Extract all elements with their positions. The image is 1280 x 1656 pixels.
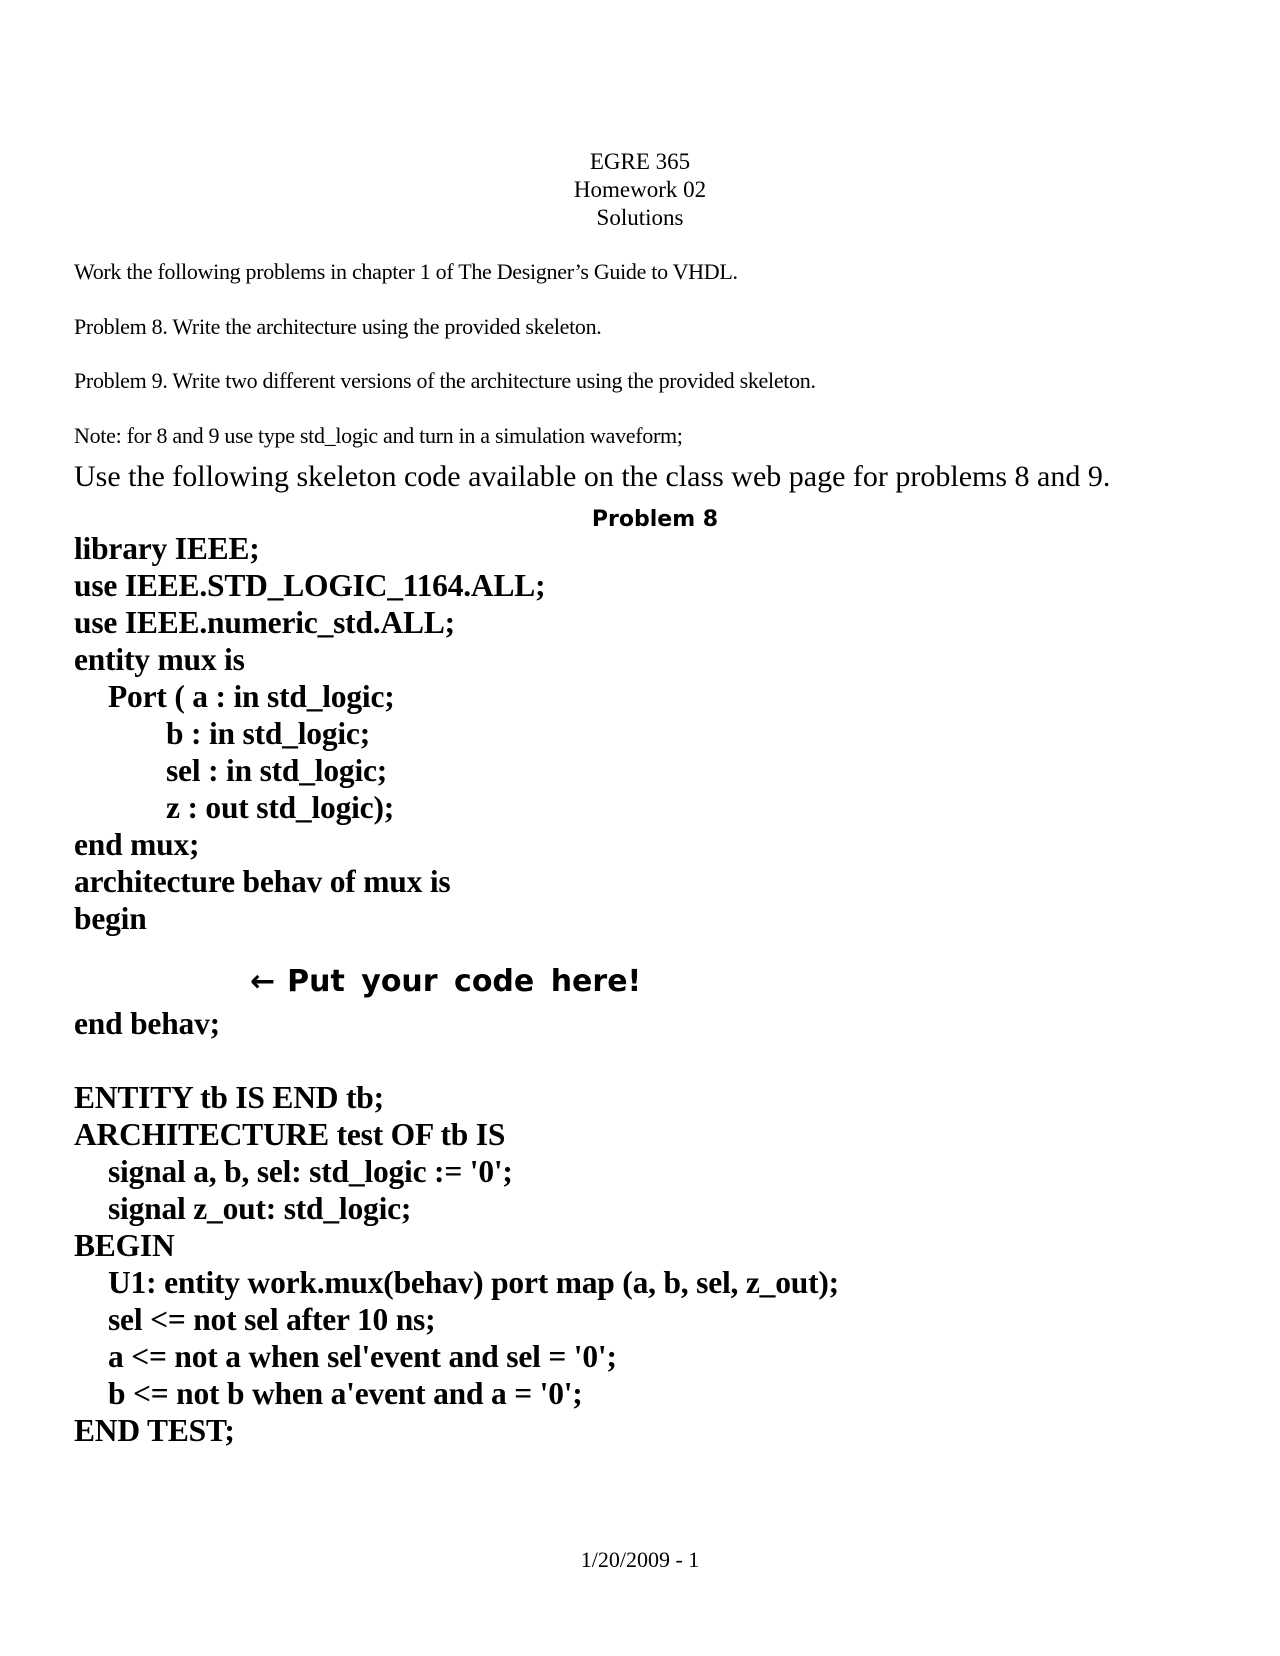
document-subtitle: Solutions <box>596 205 684 230</box>
code-line: signal z_out: std_logic; <box>108 1191 412 1226</box>
problem-8-instructions: Problem 8. Write the architecture using the provided skeleton. <box>74 314 602 339</box>
page-footer: 1/20/2009 - 1 <box>580 1547 700 1572</box>
code-line: a <= not a when sel'event and sel = '0'; <box>108 1339 617 1374</box>
problem-9-instructions: Problem 9. Write two different versions of the architecture using the provided skeleton. <box>74 368 816 393</box>
code-line: signal a, b, sel: std_logic := '0'; <box>108 1154 513 1189</box>
code-line: library IEEE; <box>74 531 260 566</box>
left-arrow-icon: ← <box>250 964 276 999</box>
code-line: use IEEE.numeric_std.ALL; <box>74 605 455 640</box>
code-line: entity mux is <box>74 642 245 677</box>
code-line: sel : in std_logic; <box>166 753 388 788</box>
code-line: end behav; <box>74 1006 220 1041</box>
code-line: z : out std_logic); <box>166 790 395 825</box>
code-line: END TEST; <box>74 1413 235 1448</box>
code-line: Port ( a : in std_logic; <box>108 679 395 714</box>
code-line: BEGIN <box>74 1228 175 1263</box>
code-line: sel <= not sel after 10 ns; <box>108 1302 436 1337</box>
note-paragraph: Note: for 8 and 9 use type std_logic and turn in a simulation waveform; <box>74 423 683 448</box>
code-line: use IEEE.STD_LOGIC_1164.ALL; <box>74 568 546 603</box>
callout-text: Put your code here! <box>287 964 642 999</box>
intro-paragraph: Work the following problems in chapter 1 of The Designer’s Guide to VHDL. <box>74 259 738 284</box>
code-line: architecture behav of mux is <box>74 864 451 899</box>
skeleton-instructions: Use the following skeleton code available on the class web page for problems 8 and 9. <box>74 460 1111 493</box>
code-line: end mux; <box>74 827 200 862</box>
code-line: begin <box>74 901 147 936</box>
assignment-title: Homework 02 <box>573 177 707 202</box>
put-code-here-callout <box>250 963 641 1001</box>
code-line: U1: entity work.mux(behav) port map (a, b, sel, z_out); <box>108 1265 839 1300</box>
code-line: b <= not b when a'event and a = '0'; <box>108 1376 583 1411</box>
code-line: b : in std_logic; <box>166 716 370 751</box>
course-title: EGRE 365 <box>589 149 691 174</box>
code-line: ARCHITECTURE test OF tb IS <box>74 1117 506 1152</box>
problem-8-heading: Problem 8 <box>591 507 719 532</box>
code-line: ENTITY tb IS END tb; <box>74 1080 384 1115</box>
